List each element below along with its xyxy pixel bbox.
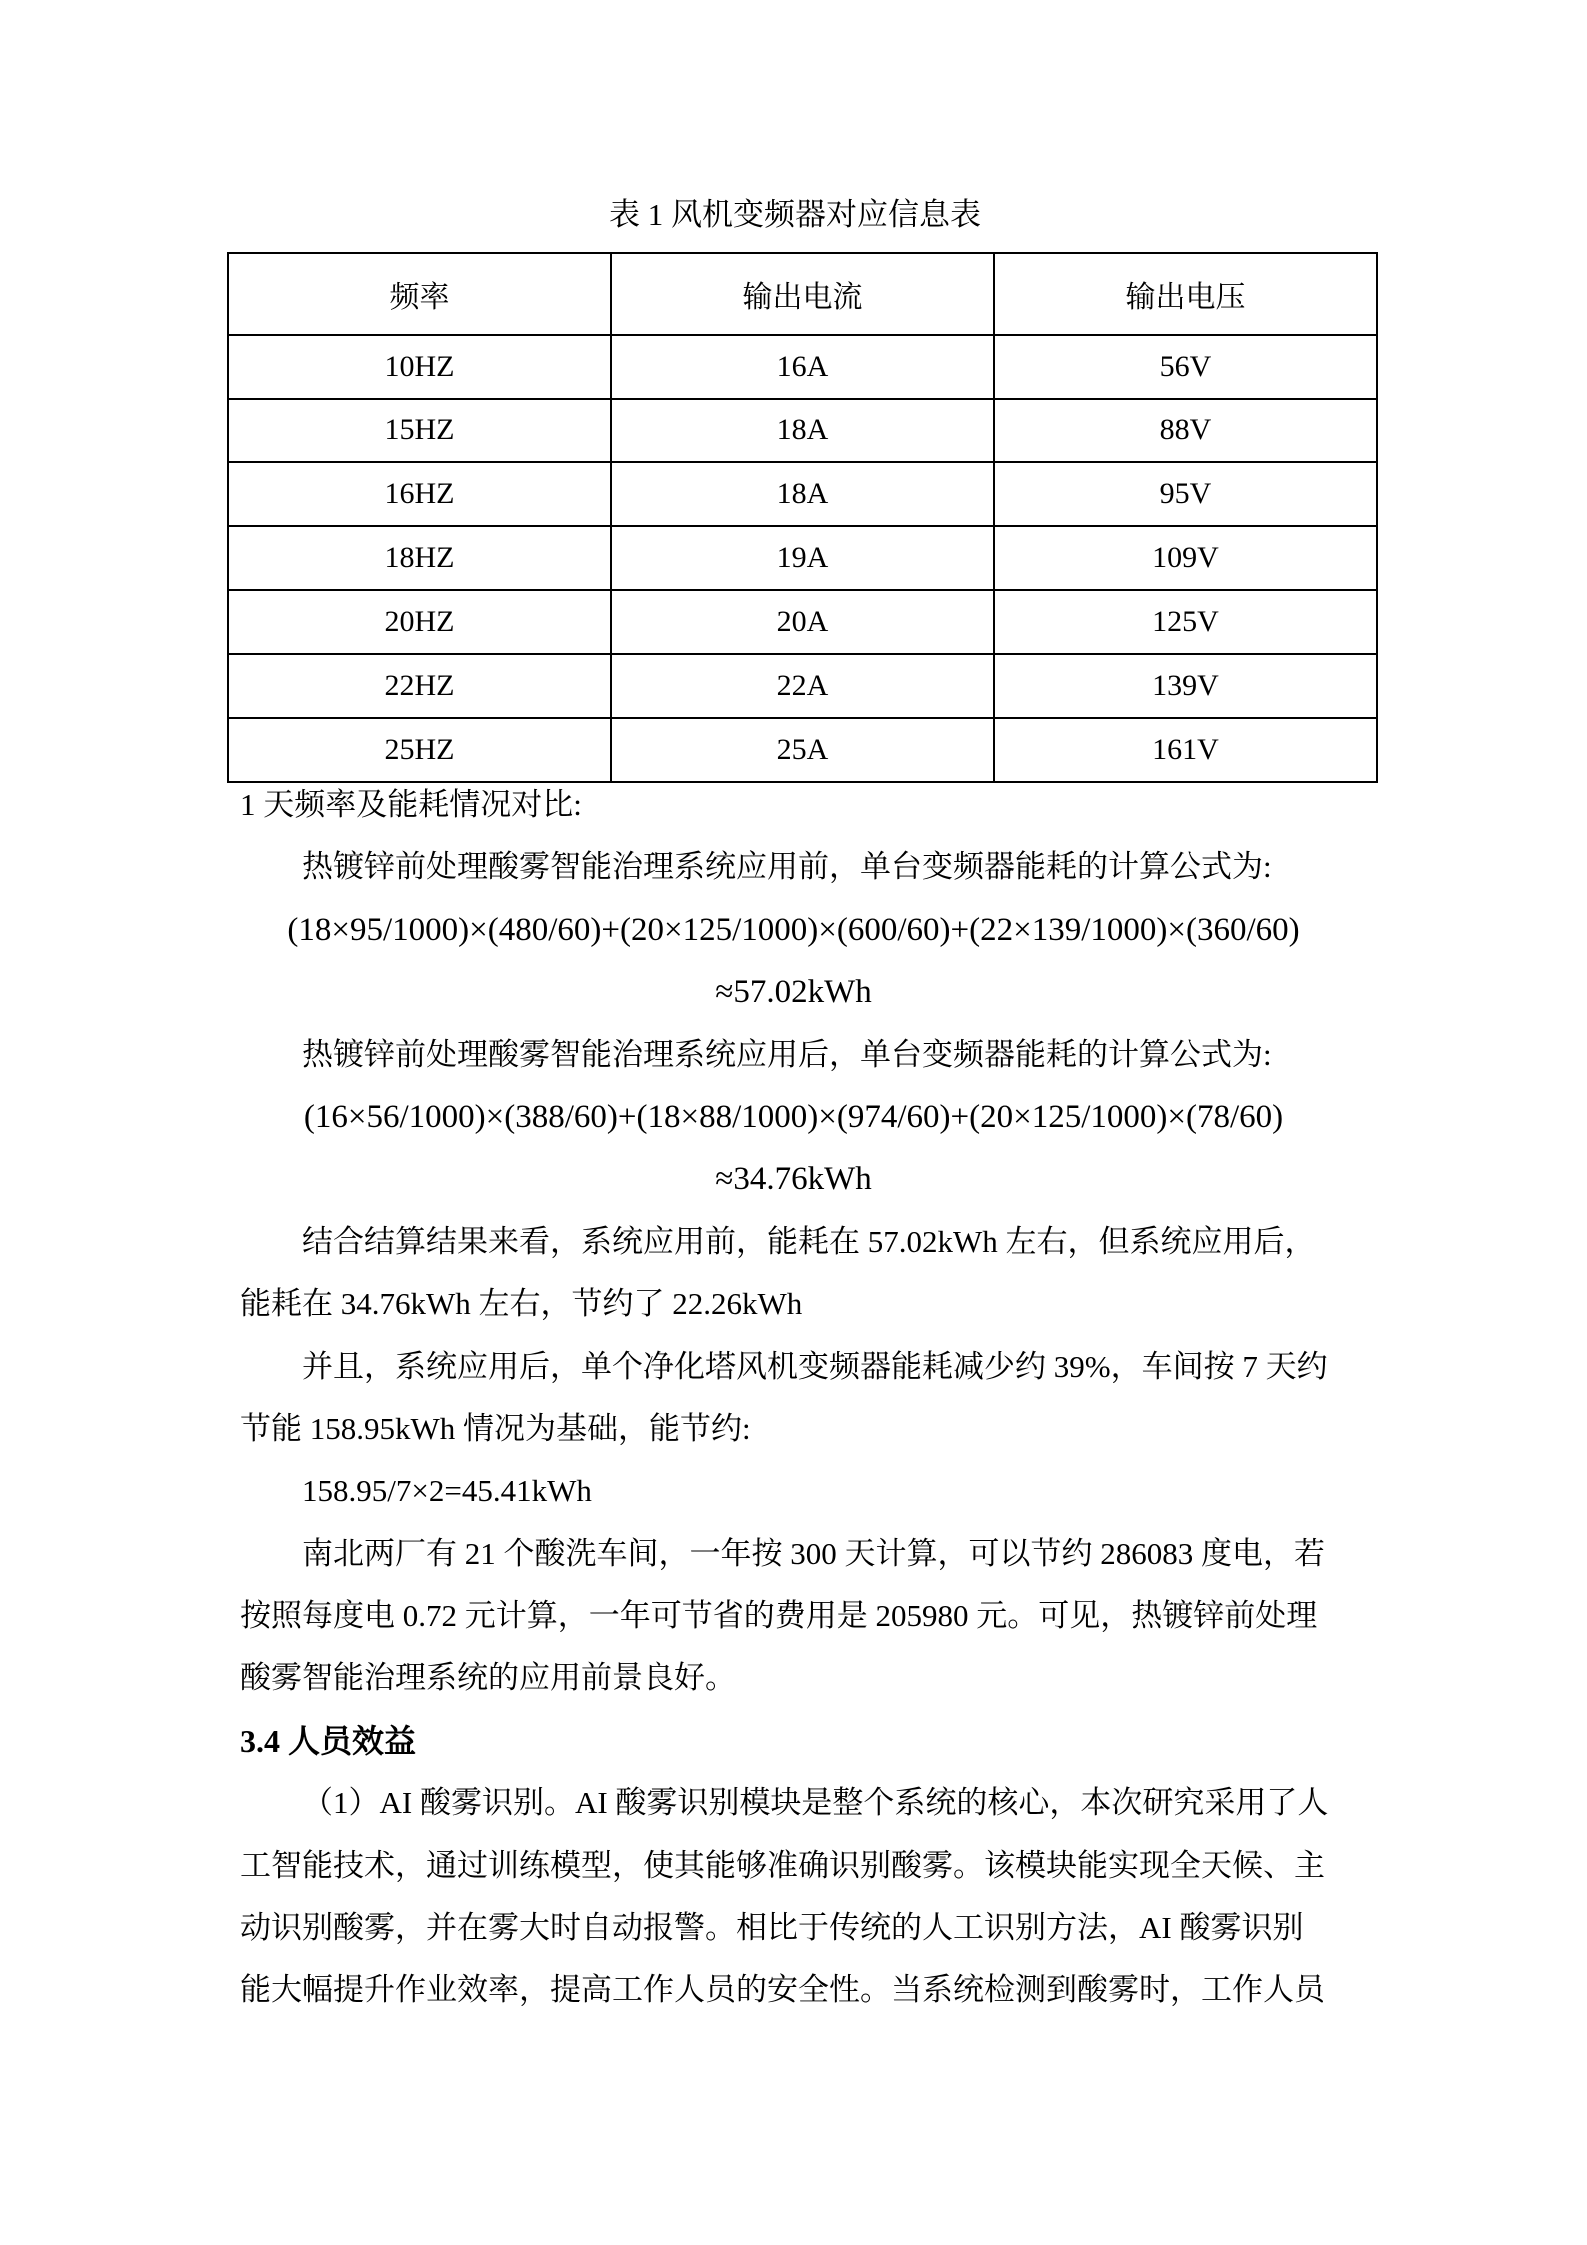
table-cell-frequency: 15HZ (228, 399, 611, 463)
table-cell-voltage: 109V (994, 526, 1377, 590)
paragraph-line: 节能 158.95kWh 情况为基础，能节约: (240, 1410, 751, 1446)
table-cell-frequency: 16HZ (228, 462, 611, 526)
paragraph-line: 酸雾智能治理系统的应用前景良好。 (240, 1660, 736, 1696)
paragraph-line: （1）AI 酸雾识别。AI 酸雾识别模块是整个系统的核心，本次研究采用了人 (302, 1785, 1329, 1821)
table-cell-frequency: 18HZ (228, 526, 611, 590)
comparison-intro-line: 1 天频率及能耗情况对比: (240, 787, 582, 822)
table-row (228, 462, 1377, 526)
table-cell-voltage: 161V (994, 718, 1377, 782)
table-cell-current: 25A (611, 718, 994, 782)
table-cell-voltage: 88V (994, 399, 1377, 463)
table-cell-frequency: 25HZ (228, 718, 611, 782)
energy-result-before: ≈57.02kWh (715, 974, 872, 1011)
inverter-info-table (227, 252, 1378, 783)
energy-result-after: ≈34.76kWh (715, 1161, 872, 1198)
paragraph-line: 工智能技术，通过训练模型，使其能够准确识别酸雾。该模块能实现全天候、主 (240, 1847, 1325, 1883)
table-cell-voltage: 56V (994, 335, 1377, 399)
table-cell-current: 19A (611, 526, 994, 590)
paragraph-line: 南北两厂有 21 个酸洗车间，一年按 300 天计算，可以节约 286083 度电，若 (302, 1535, 1325, 1571)
table-cell-voltage: 125V (994, 590, 1377, 654)
table-row (228, 399, 1377, 463)
table-header-frequency: 频率 (228, 253, 611, 335)
table-row (228, 654, 1377, 718)
table-cell-voltage: 95V (994, 462, 1377, 526)
section-heading-3-4: 3.4 人员效益 (240, 1722, 417, 1759)
table-cell-current: 16A (611, 335, 994, 399)
energy-formula-after: (16×56/1000)×(388/60)+(18×88/1000)×(974/60)+(20×125/1000)×(78/60) (303, 1098, 1284, 1135)
table-cell-frequency: 10HZ (228, 335, 611, 399)
table-row (228, 335, 1377, 399)
paragraph-line: 动识别酸雾，并在雾大时自动报警。相比于传统的人工识别方法，AI 酸雾识别 (240, 1910, 1304, 1946)
table-header-output-voltage: 输出电压 (994, 253, 1377, 335)
energy-formula-before: (18×95/1000)×(480/60)+(20×125/1000)×(600/60)+(22×139/1000)×(360/60) (287, 911, 1300, 948)
savings-formula: 158.95/7×2=45.41kWh (302, 1473, 592, 1509)
table-cell-current: 18A (611, 462, 994, 526)
table-cell-current: 18A (611, 399, 994, 463)
body-text (240, 774, 1347, 2022)
table-cell-frequency: 22HZ (228, 654, 611, 718)
table-row (228, 718, 1377, 782)
paragraph-line: 热镀锌前处理酸雾智能治理系统应用后，单台变频器能耗的计算公式为: (302, 1036, 1272, 1072)
paragraph-line: 按照每度电 0.72 元计算，一年可节省的费用是 205980 元。可见，热镀锌前处理 (240, 1598, 1318, 1634)
table-cell-current: 20A (611, 590, 994, 654)
table-header-output-current: 输出电流 (611, 253, 994, 335)
table-cell-frequency: 20HZ (228, 590, 611, 654)
paragraph-line: 并且，系统应用后，单个净化塔风机变频器能耗减少约 39%，车间按 7 天约 (302, 1348, 1328, 1384)
paragraph-line: 能耗在 34.76kWh 左右，节约了 22.26kWh (240, 1286, 803, 1322)
paragraph-line: 能大幅提升作业效率，提高工作人员的安全性。当系统检测到酸雾时，工作人员 (240, 1972, 1325, 2008)
paragraph-line: 热镀锌前处理酸雾智能治理系统应用前，单台变频器能耗的计算公式为: (302, 849, 1272, 885)
table-cell-current: 22A (611, 654, 994, 718)
table-row (228, 590, 1377, 654)
table-caption: 表 1 风机变频器对应信息表 (609, 197, 981, 232)
table-header-row (228, 253, 1377, 335)
table-row (228, 526, 1377, 590)
paragraph-line: 结合结算结果来看，系统应用前，能耗在 57.02kWh 左右，但系统应用后， (302, 1223, 1316, 1259)
table-cell-voltage: 139V (994, 654, 1377, 718)
